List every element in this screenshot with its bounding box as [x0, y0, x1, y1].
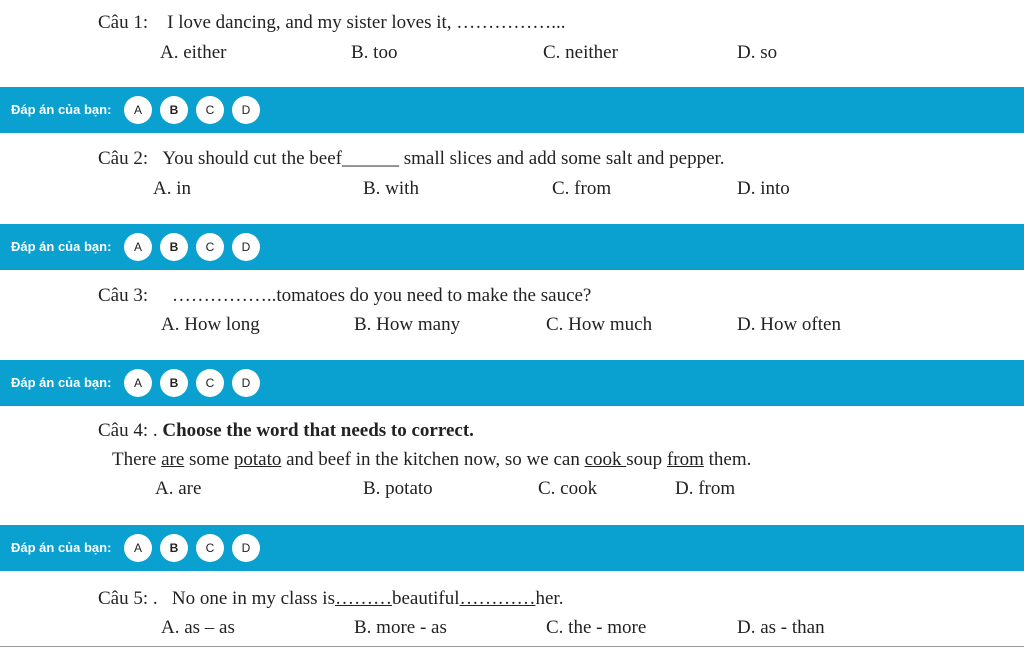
sentence-part: soup — [626, 449, 667, 470]
answer-4-choice-b[interactable]: B — [160, 534, 188, 562]
question-2-text-after: small slices and add some salt and pepper. — [399, 148, 725, 169]
answer-1-choice-b[interactable]: B — [160, 96, 188, 124]
question-5-text-mid: beautiful — [391, 588, 460, 609]
answer-2-choice-c[interactable]: C — [196, 233, 224, 261]
question-1-sentence: I love dancing, and my sister loves it, ……………... — [167, 12, 566, 33]
question-5-option-b: B. more - as — [354, 617, 447, 638]
answer-1-choice-d[interactable]: D — [232, 96, 260, 124]
question-5-blank-2: ………… — [459, 588, 536, 609]
underlined-word-potato: potato — [233, 449, 282, 470]
question-1-text — [98, 12, 566, 34]
question-4-option-a: A. are — [155, 478, 202, 499]
question-3-text — [98, 285, 591, 307]
sentence-part: them. — [703, 449, 752, 470]
answer-bar-1 — [0, 87, 1024, 133]
question-4-instruction: Choose the word that needs to correct. — [162, 420, 474, 441]
question-5-option-d: D. as - than — [737, 617, 825, 638]
answer-bar-4 — [0, 525, 1024, 571]
answer-1-choice-c[interactable]: C — [196, 96, 224, 124]
answer-4-choice-c[interactable]: C — [196, 534, 224, 562]
answer-2-choice-d[interactable]: D — [232, 233, 260, 261]
answer-4-choice-a[interactable]: A — [124, 534, 152, 562]
question-2-option-b: B. with — [363, 178, 419, 199]
question-3-sentence: ……………..tomatoes do you need to make the sauce? — [171, 285, 592, 306]
answer-3-choice-a[interactable]: A — [124, 369, 152, 397]
question-5-option-c: C. the - more — [546, 617, 647, 638]
question-3-option-a: A. How long — [161, 314, 260, 335]
answer-2-choice-a[interactable]: A — [124, 233, 152, 261]
question-4-option-d: D. from — [675, 478, 736, 499]
answer-label: Đáp án của bạn: — [11, 239, 112, 254]
question-2-text — [98, 148, 725, 170]
sentence-part: some — [184, 449, 234, 470]
question-5-blank-1: ……… — [334, 588, 392, 609]
answer-label: Đáp án của bạn: — [11, 540, 112, 555]
underlined-word-cook: cook — [584, 449, 627, 470]
question-4-text — [98, 420, 474, 442]
question-5-text — [98, 588, 563, 610]
answer-label: Đáp án của bạn: — [11, 375, 112, 390]
answer-bar-2 — [0, 224, 1024, 270]
answer-1-choice-a[interactable]: A — [124, 96, 152, 124]
question-2-text-before: You should cut the beef — [162, 148, 342, 169]
question-2-prefix: Câu 2: — [98, 148, 149, 169]
answer-2-choice-b[interactable]: B — [160, 233, 188, 261]
question-5-text-after: her. — [535, 588, 564, 609]
answer-3-choice-b[interactable]: B — [160, 369, 188, 397]
question-2-blank: ______ — [342, 148, 399, 169]
question-5-prefix: Câu 5: . — [98, 588, 158, 609]
question-2-option-d: D. into — [737, 178, 790, 199]
answer-bar-3 — [0, 360, 1024, 406]
question-1-option-a: A. either — [160, 42, 227, 63]
question-4-prefix: Câu 4: . — [98, 420, 158, 441]
question-1-option-d: D. so — [737, 42, 778, 63]
question-4-option-b: B. potato — [363, 478, 433, 499]
question-3-prefix: Câu 3: — [98, 285, 149, 306]
answer-3-choice-d[interactable]: D — [232, 369, 260, 397]
question-4-sentence — [112, 449, 751, 471]
underlined-word-from: from — [666, 449, 704, 470]
question-1-option-c: C. neither — [543, 42, 618, 63]
question-2-option-c: C. from — [552, 178, 612, 199]
question-1-prefix: Câu 1: — [98, 12, 149, 33]
underlined-word-are: are — [161, 449, 185, 470]
sentence-part: and beef in the kitchen now, so we can — [281, 449, 585, 470]
answer-label: Đáp án của bạn: — [11, 102, 112, 117]
question-1-option-b: B. too — [351, 42, 398, 63]
question-2-option-a: A. in — [153, 178, 191, 199]
question-5-option-a: A. as – as — [161, 617, 235, 638]
question-5-text-before: No one in my class is — [171, 588, 335, 609]
answer-3-choice-c[interactable]: C — [196, 369, 224, 397]
bottom-divider — [0, 646, 1024, 647]
question-3-option-c: C. How much — [546, 314, 653, 335]
answer-4-choice-d[interactable]: D — [232, 534, 260, 562]
question-3-option-d: D. How often — [737, 314, 841, 335]
question-3-option-b: B. How many — [354, 314, 461, 335]
question-4-option-c: C. cook — [538, 478, 598, 499]
sentence-part: There — [112, 449, 162, 470]
